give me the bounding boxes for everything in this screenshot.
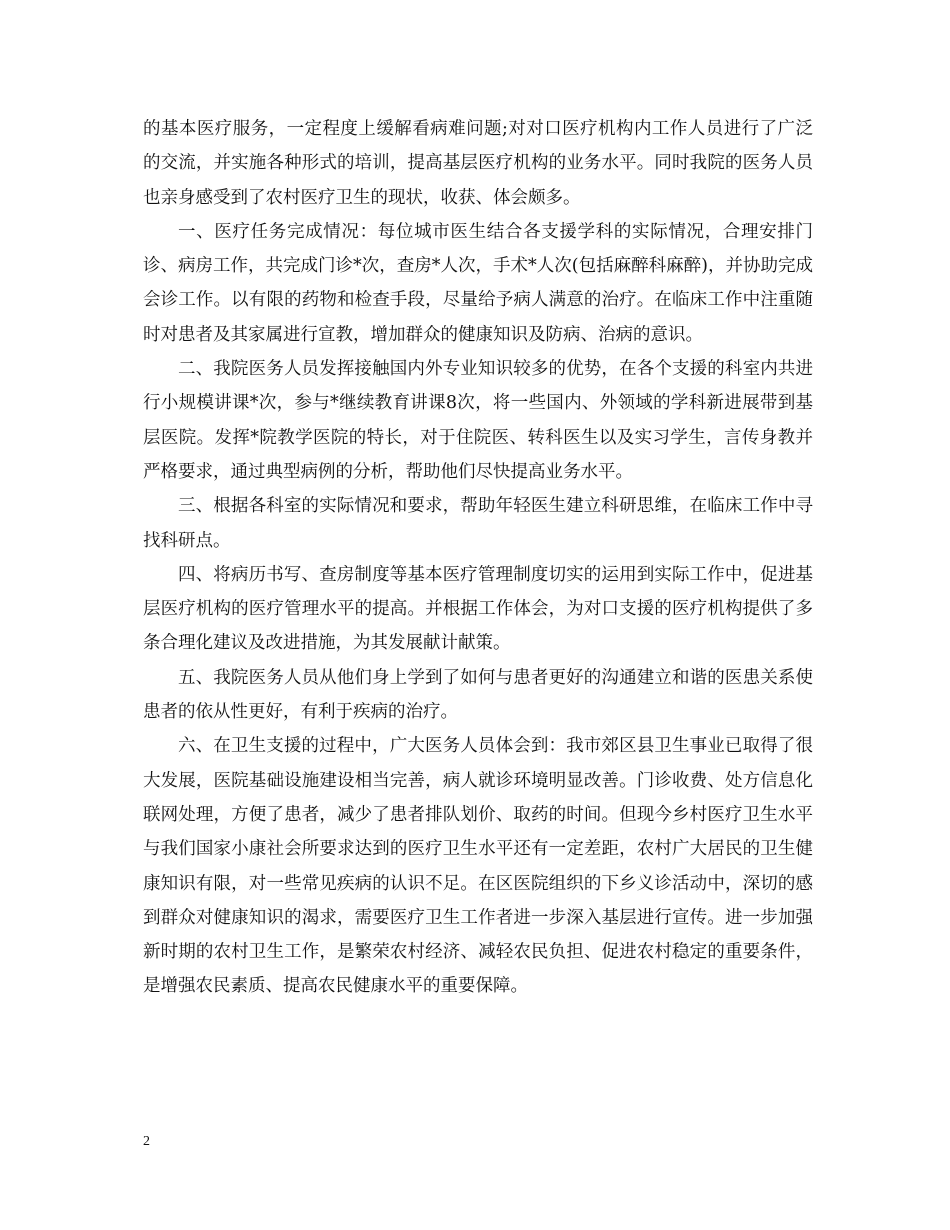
paragraph-experience: 六、在卫生支援的过程中，广大医务人员体会到：我市郊区县卫生事业已取得了很大发展，医院基础设施建设相当完善，病人就诊环境明显改善。门诊收费、处方信息化联网处理，方便了患者，减少了患者排队划价、取药的时间。但现今乡村医疗卫生水平与我们国家小康社会所要求达到的医疗卫生水平还有一定差距，农村广大居民的卫生健康知识有限，对一些常见疾病的认识不足。在区医院组织的下乡义诊活动中，深切的感到群众对健康知识的渴求，需要医疗卫生工作者进一步深入基层进行宣传。进一步加强新时期的农村卫生工作，是繁荣农村经济、减轻农民负担、促进农村稳定的重要条件，是增强农民素质、提高农民健康水平的重要保障。 [143,736,813,997]
paragraph-medical-tasks: 一、医疗任务完成情况：每位城市医生结合各支援学科的实际情况，合理安排门诊、病房工作，共完成门诊*次，查房*人次，手术*人次(包括麻醉科麻醉)，并协助完成会诊工作。以有限的药物和检查手段，尽量给予病人满意的治疗。在临床工作中注重随时对患者及其家属进行宣教，增加群众的健康知识及防病、治病的意识。 [143,221,813,345]
paragraph-research: 三、根据各科室的实际情况和要求，帮助年轻医生建立科研思维，在临床工作中寻找科研点。 [143,496,813,551]
page-number: 2 [143,1134,150,1149]
paragraph-communication: 五、我院医务人员从他们身上学到了如何与患者更好的沟通建立和谐的医患关系使患者的依从性更好，有利于疾病的治疗。 [143,667,813,723]
paragraph-continuation: 的基本医疗服务，一定程度上缓解看病难问题;对对口医疗机构内工作人员进行了广泛的交流，并实施各种形式的培训，提高基层医疗机构的业务水平。同时我院的医务人员也亲身感受到了农村医疗卫生的现状，收获、体会颇多。 [143,119,813,208]
paragraph-management: 四、将病历书写、查房制度等基本医疗管理制度切实的运用到实际工作中，促进基层医疗机构的医疗管理水平的提高。并根据工作体会，为对口支援的医疗机构提供了多条合理化建议及改进措施，为其发展献计献策。 [143,564,813,654]
paragraph-lectures: 二、我院医务人员发挥接触国内外专业知识较多的优势，在各个支援的科室内共进行小规模讲课*次，参与*继续教育讲课8次，将一些国内、外领域的学科新进展带到基层医院。发挥*院教学医院的特长，对于住院医、转科医生以及实习学生，言传身教并严格要求，通过典型病例的分析，帮助他们尽快提高业务水平。 [143,359,813,482]
document-body [143,112,813,1004]
